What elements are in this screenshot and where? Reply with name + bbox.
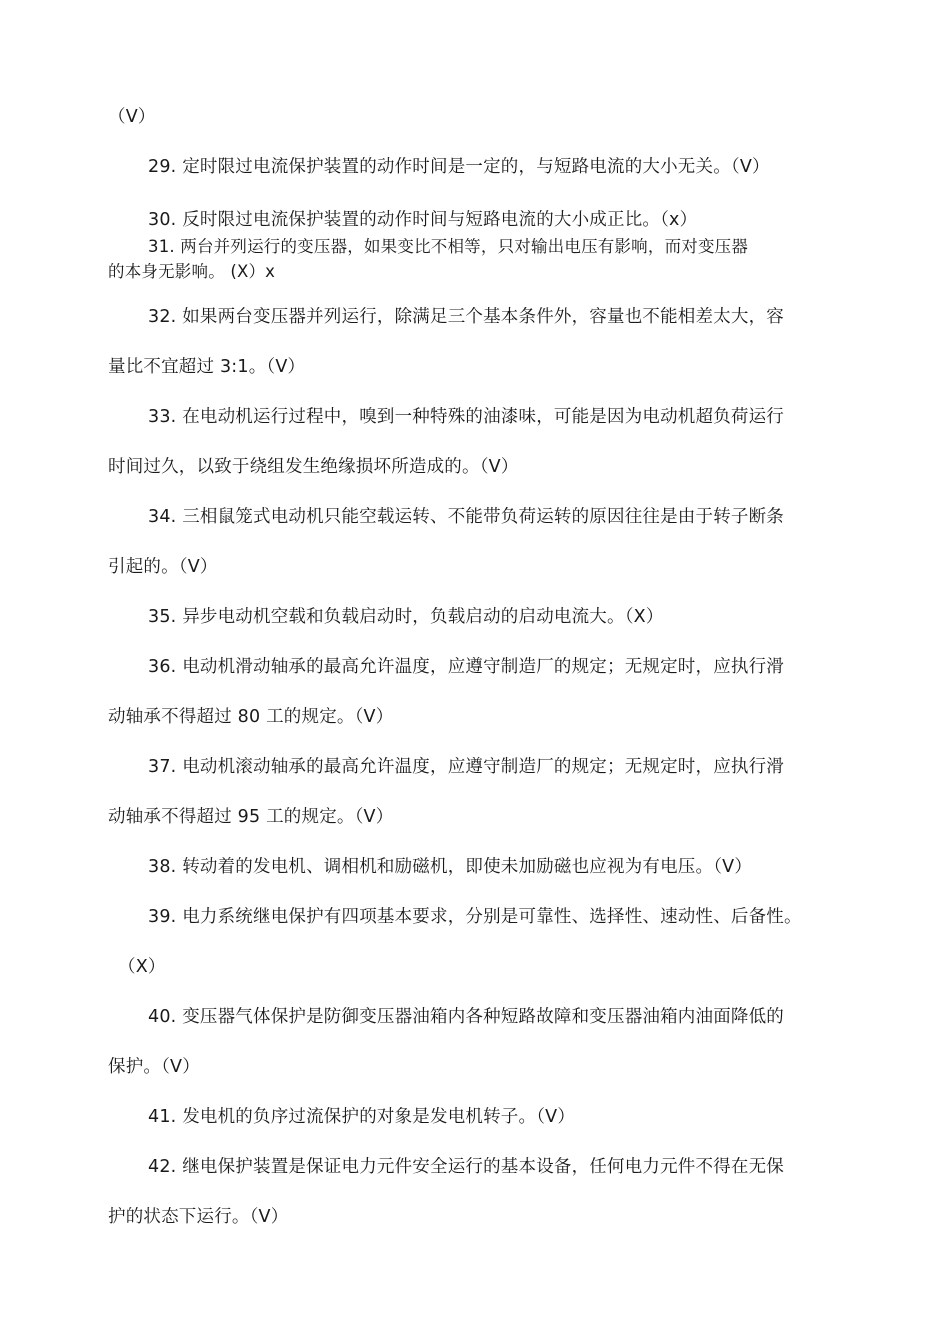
text-line: 量比不宜超过 3:1。（V） (108, 357, 306, 377)
question-30: 30. 反时限过电流保护装置的动作时间与短路电流的大小成正比。（x） (148, 210, 698, 230)
text-line: 引起的。（V） (108, 557, 218, 577)
text-line: 动轴承不得超过 95 工的规定。（V） (108, 807, 394, 827)
question-29: 29. 定时限过电流保护装置的动作时间是一定的，与短路电流的大小无关。（V） (148, 157, 770, 177)
question-39: 39. 电力系统继电保护有四项基本要求，分别是可靠性、选择性、速动性、后备性。 (148, 907, 802, 927)
question-34: 34. 三相鼠笼式电动机只能空载运转、不能带负荷运转的原因往往是由于转子断条 (148, 507, 784, 527)
question-32: 32. 如果两台变压器并列运行，除满足三个基本条件外，容量也不能相差太大，容 (148, 307, 784, 327)
question-40: 40. 变压器气体保护是防御变压器油箱内各种短路故障和变压器油箱内油面降低的 (148, 1007, 784, 1027)
text-line: 的本身无影响。 (X）x (108, 262, 276, 281)
text-line: （V） (108, 107, 156, 127)
question-38: 38. 转动着的发电机、调相机和励磁机，即使未加励磁也应视为有电压。（V） (148, 857, 753, 877)
text-line: （X） (118, 957, 166, 977)
text-line: 保护。（V） (108, 1057, 200, 1077)
question-31: 31. 两台并列运行的变压器，如果变比不相等，只对输出电压有影响，而对变压器 (148, 237, 749, 256)
text-line: 时间过久，以致于绕组发生绝缘损坏所造成的。（V） (108, 457, 519, 477)
question-36: 36. 电动机滑动轴承的最高允许温度，应遵守制造厂的规定；无规定时，应执行滑 (148, 657, 784, 677)
text-line: 动轴承不得超过 80 工的规定。（V） (108, 707, 394, 727)
question-41: 41. 发电机的负序过流保护的对象是发电机转子。（V） (148, 1107, 576, 1127)
question-37: 37. 电动机滚动轴承的最高允许温度，应遵守制造厂的规定；无规定时，应执行滑 (148, 757, 784, 777)
question-42: 42. 继电保护装置是保证电力元件安全运行的基本设备，任何电力元件不得在无保 (148, 1157, 784, 1177)
question-35: 35. 异步电动机空载和负载启动时，负载启动的启动电流大。（X） (148, 607, 664, 627)
text-line: 护的状态下运行。（V） (108, 1207, 289, 1227)
question-33: 33. 在电动机运行过程中，嗅到一种特殊的油漆味，可能是因为电动机超负荷运行 (148, 407, 784, 427)
